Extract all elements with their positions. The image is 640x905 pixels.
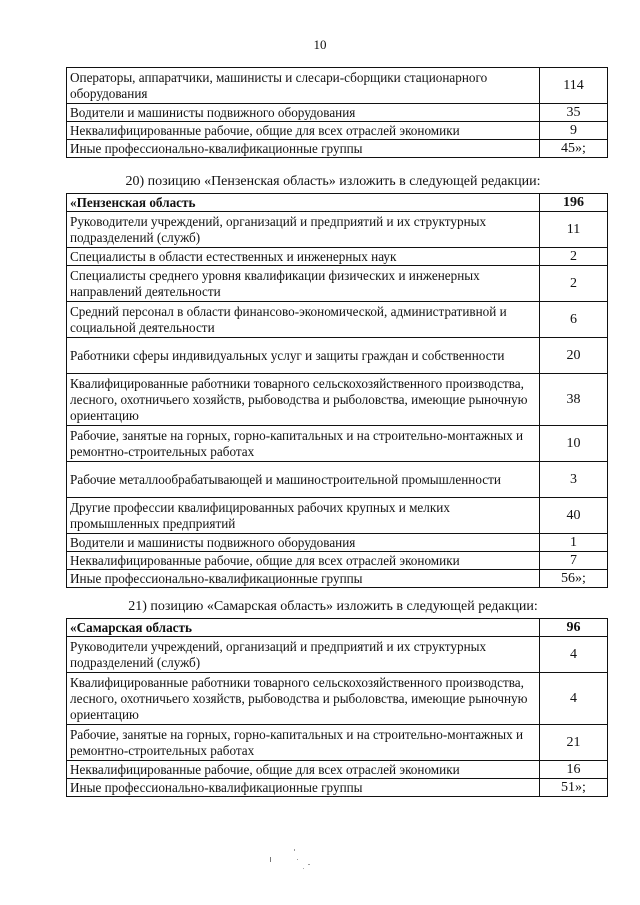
- row-label: Неквалифицированные рабочие, общие для всех отраслей экономики: [67, 761, 540, 779]
- table-row: [67, 673, 608, 725]
- row-value: 45»;: [540, 140, 608, 158]
- row-label: Другие профессии квалифицированных рабочих крупных и мелких промышленных предприятий: [67, 498, 540, 534]
- row-value: 114: [540, 68, 608, 104]
- row-label: Средний персонал в области финансово-экономической, административной и социальной деятельности: [67, 302, 540, 338]
- row-value: 9: [540, 122, 608, 140]
- row-label: Иные профессионально-квалификационные группы: [67, 779, 540, 797]
- row-value: 56»;: [540, 570, 608, 588]
- table-row: [67, 570, 608, 588]
- row-value: 35: [540, 104, 608, 122]
- region-total: 196: [540, 194, 608, 212]
- table-row: [67, 761, 608, 779]
- region-name: «Пензенская область: [67, 194, 540, 212]
- row-label: Руководители учреждений, организаций и предприятий и их структурных подразделений (служб): [67, 212, 540, 248]
- table-row: [67, 248, 608, 266]
- row-label: Рабочие металлообрабатывающей и машиностроительной промышленности: [67, 462, 540, 498]
- row-label: Иные профессионально-квалификационные группы: [67, 140, 540, 158]
- row-value: 2: [540, 266, 608, 302]
- table-row: [67, 779, 608, 797]
- row-value: 20: [540, 338, 608, 374]
- row-label: Специалисты среднего уровня квалификации физических и инженерных направлений деятельности: [67, 266, 540, 302]
- section-20-intro: 20) позицию «Пензенская область» изложить в следующей редакции:: [125, 174, 541, 189]
- row-label: Водители и машинисты подвижного оборудования: [67, 104, 540, 122]
- row-value: 38: [540, 374, 608, 426]
- row-value: 4: [540, 673, 608, 725]
- table-row: [67, 212, 608, 248]
- row-value: 4: [540, 637, 608, 673]
- row-value: 1: [540, 534, 608, 552]
- row-label: Квалифицированные работники товарного сельскохозяйственного производства, лесного, охотничьего хозяйств, рыбоводства и рыболовства, имеющие рыночную ориентацию: [67, 374, 540, 426]
- row-value: 3: [540, 462, 608, 498]
- row-value: 6: [540, 302, 608, 338]
- region-name: «Самарская область: [67, 619, 540, 637]
- row-label: Специалисты в области естественных и инженерных наук: [67, 248, 540, 266]
- table-row: [67, 140, 608, 158]
- region-total: 96: [540, 619, 608, 637]
- row-label: Иные профессионально-квалификационные группы: [67, 570, 540, 588]
- row-label: Неквалифицированные рабочие, общие для всех отраслей экономики: [67, 122, 540, 140]
- table-row: [67, 426, 608, 462]
- table-row: [67, 498, 608, 534]
- row-value: 16: [540, 761, 608, 779]
- table-row: [67, 552, 608, 570]
- table-row: [67, 68, 608, 104]
- row-label: Работники сферы индивидуальных услуг и защиты граждан и собственности: [67, 338, 540, 374]
- table-row: [67, 104, 608, 122]
- table-row: [67, 725, 608, 761]
- samara-region-table: [66, 618, 608, 797]
- region-header-row: [67, 619, 608, 637]
- region-header-row: [67, 194, 608, 212]
- row-label: Квалифицированные работники товарного сельскохозяйственного производства, лесного, охотничьего хозяйств, рыбоводства и рыболовства, имеющие рыночную ориентацию: [67, 673, 540, 725]
- row-value: 40: [540, 498, 608, 534]
- table-row: [67, 266, 608, 302]
- section-21-intro: 21) позицию «Самарская область» изложить в следующей редакции:: [128, 599, 538, 614]
- row-label: Руководители учреждений, организаций и предприятий и их структурных подразделений (служб): [67, 637, 540, 673]
- row-label: Рабочие, занятые на горных, горно-капитальных и на строительно-монтажных и ремонтно-строительных работах: [67, 426, 540, 462]
- table-row: [67, 637, 608, 673]
- continuation-table: [66, 67, 608, 158]
- table-row: [67, 374, 608, 426]
- table-row: [67, 122, 608, 140]
- row-label: Рабочие, занятые на горных, горно-капитальных и на строительно-монтажных и ремонтно-строительных работах: [67, 725, 540, 761]
- row-label: Операторы, аппаратчики, машинисты и слесари-сборщики стационарного оборудования: [67, 68, 540, 104]
- row-value: 7: [540, 552, 608, 570]
- row-value: 21: [540, 725, 608, 761]
- row-label: Неквалифицированные рабочие, общие для всех отраслей экономики: [67, 552, 540, 570]
- page-number: 10: [313, 37, 327, 52]
- penza-region-table: [66, 193, 608, 588]
- table-row: [67, 338, 608, 374]
- row-value: 11: [540, 212, 608, 248]
- table-row: [67, 462, 608, 498]
- table-row: [67, 302, 608, 338]
- table-row: [67, 534, 608, 552]
- row-value: 51»;: [540, 779, 608, 797]
- scan-artifact: [268, 845, 328, 875]
- row-label: Водители и машинисты подвижного оборудования: [67, 534, 540, 552]
- row-value: 2: [540, 248, 608, 266]
- row-value: 10: [540, 426, 608, 462]
